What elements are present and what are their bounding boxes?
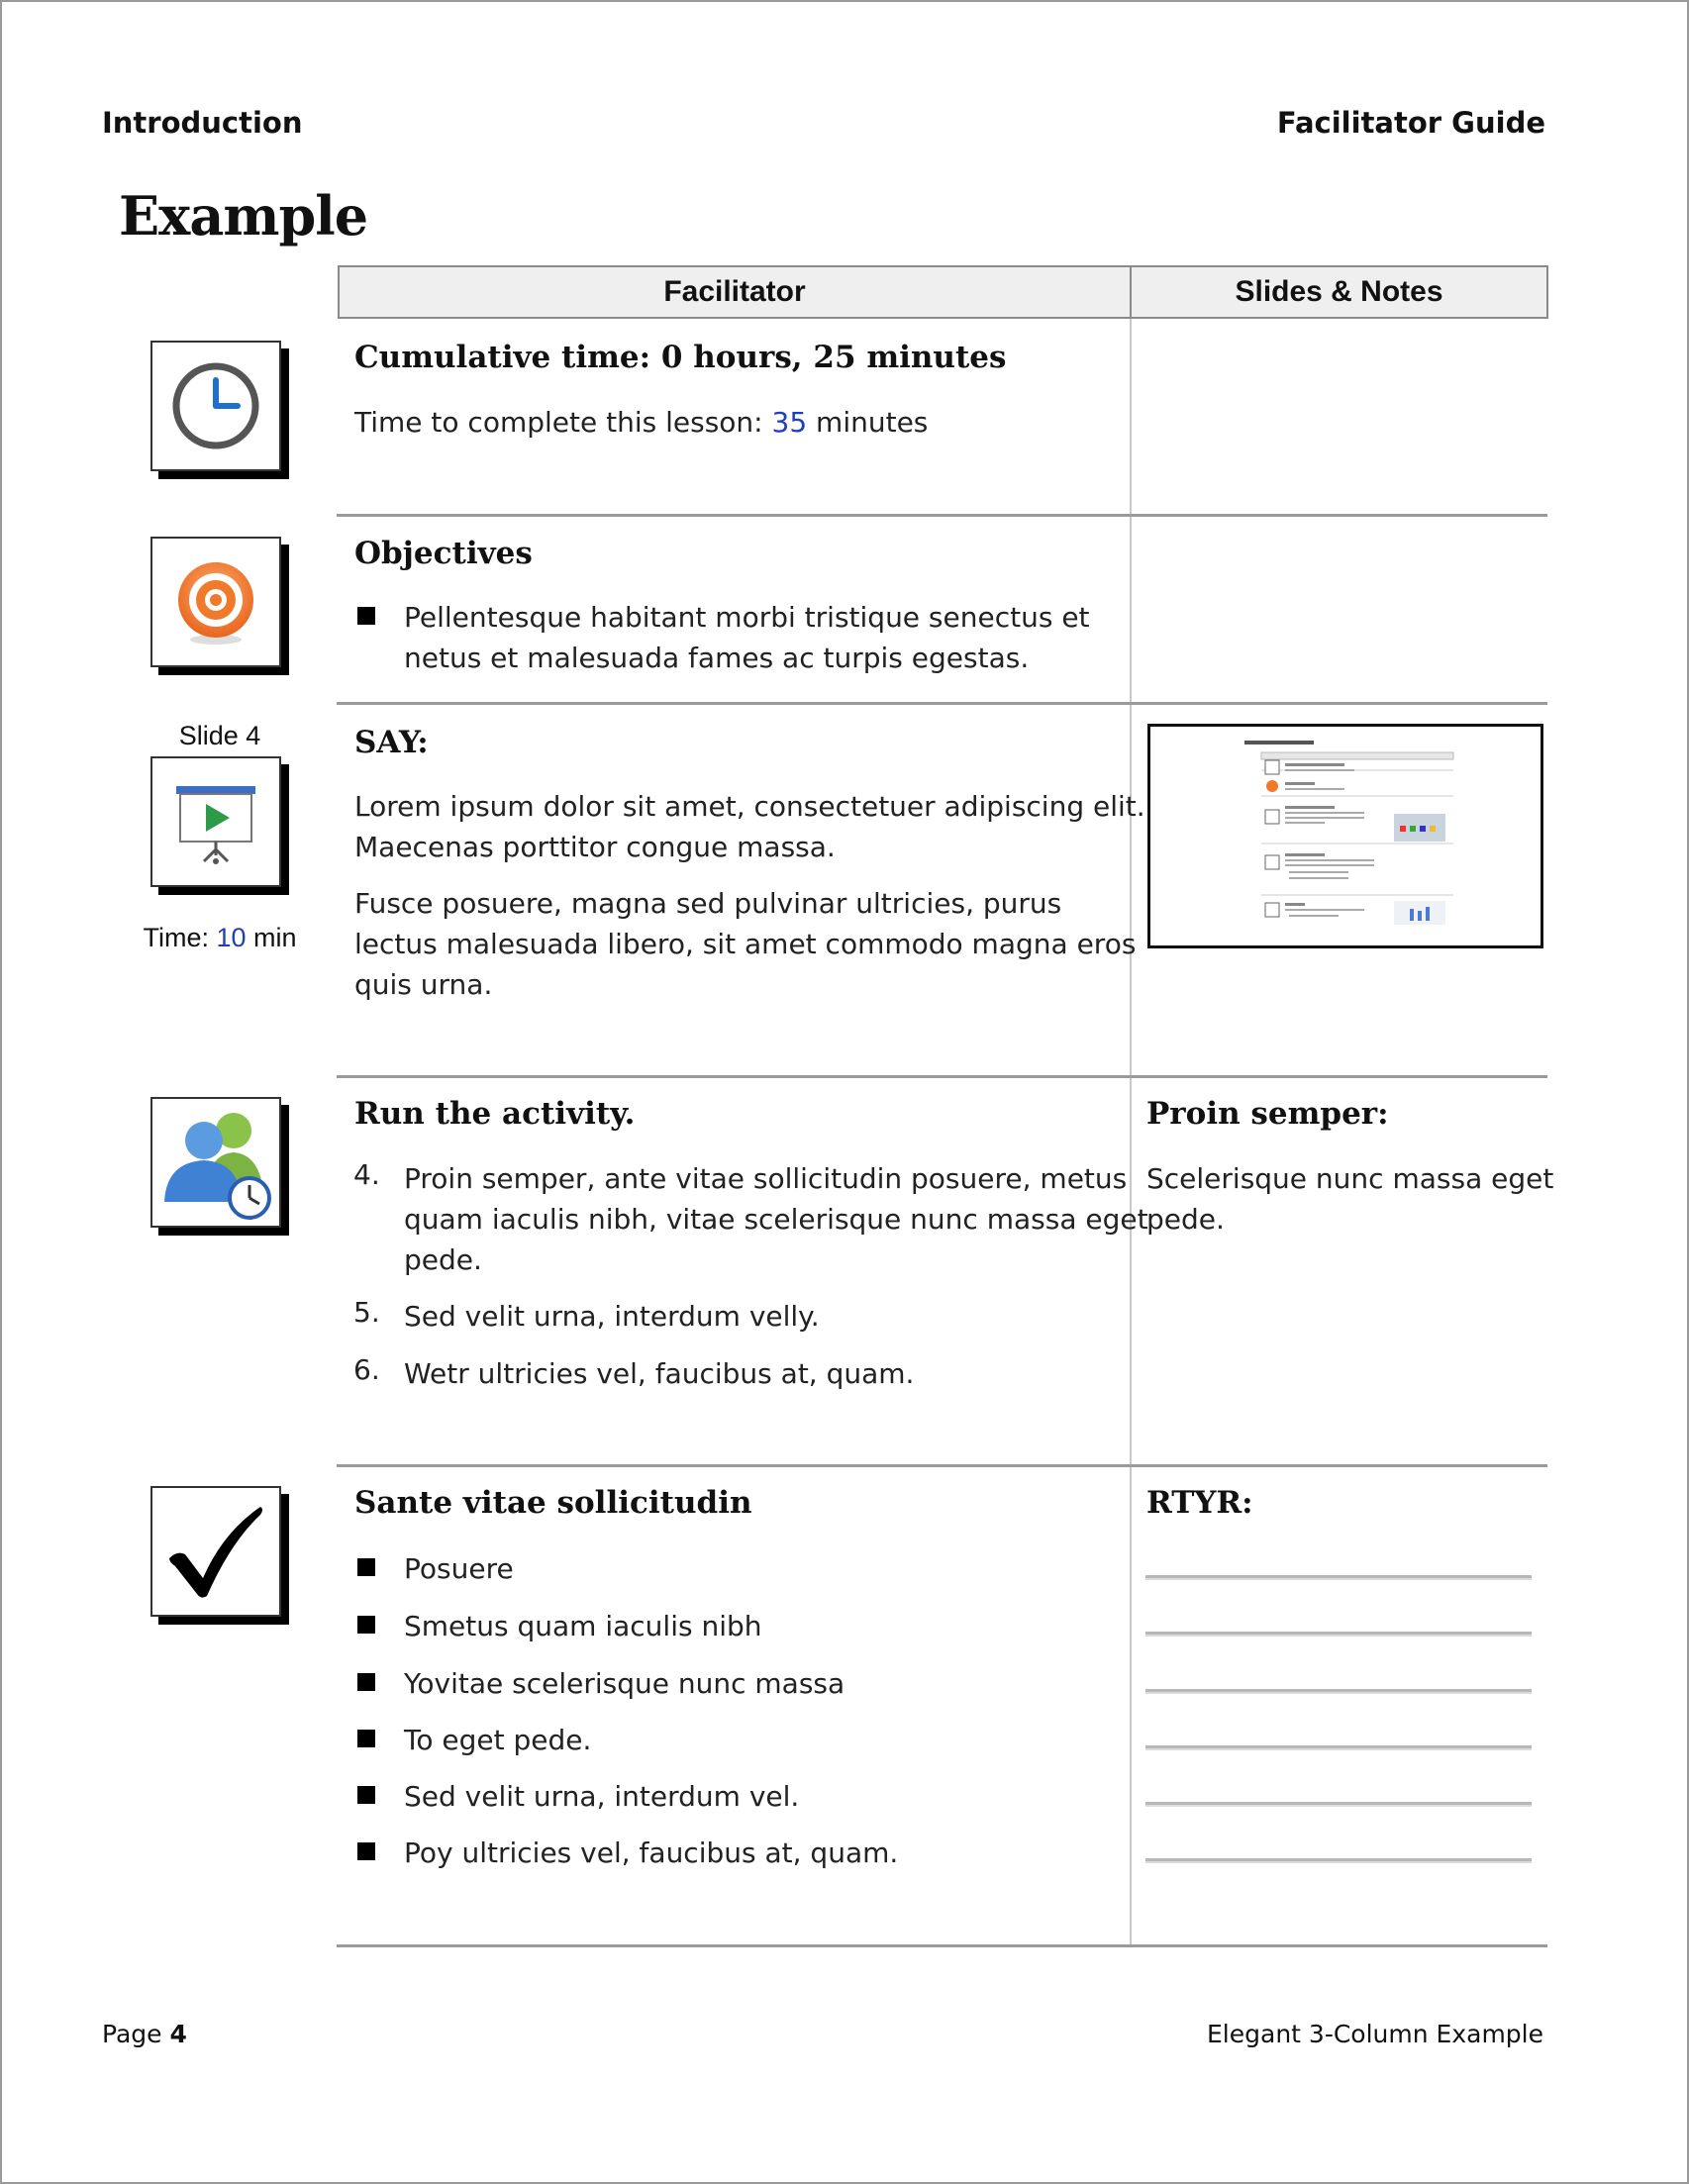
checklist-item: Smetus quam iaculis nibh (404, 1610, 762, 1642)
notes-writing-line[interactable] (1145, 1632, 1532, 1635)
checklist-item: Posuere (404, 1552, 514, 1585)
slide-time-label (121, 923, 319, 953)
bullet-marker (357, 1786, 375, 1804)
checklist-heading: Sante vitae sollicitudin (354, 1485, 752, 1521)
column-header-slides-notes: Slides & Notes (1130, 265, 1548, 319)
row-divider (337, 702, 1547, 705)
presentation-play-icon (150, 756, 281, 887)
notes-heading: Proin semper: (1146, 1096, 1389, 1132)
slide-time-suffix: min (246, 923, 297, 952)
page-number-value: 4 (169, 2020, 187, 2048)
notes-writing-line[interactable] (1145, 1575, 1532, 1578)
say-heading: SAY: (354, 725, 429, 760)
say-line: Lorem ipsum dolor sit amet, consectetuer adipiscing elit. (354, 790, 1145, 823)
say-line: Fusce posuere, magna sed pulvinar ultricies, purus (354, 887, 1062, 920)
say-line: quis urna. (354, 968, 493, 1001)
lesson-time-text (354, 402, 928, 443)
checklist-item: Yovitae scelerisque nunc massa (404, 1667, 845, 1700)
cumulative-time-heading: Cumulative time: 0 hours, 25 minutes (354, 340, 1007, 375)
checklist-item: Poy ultricies vel, faucibus at, quam. (404, 1837, 899, 1869)
slide-time-value: 10 (216, 923, 247, 952)
notes-line: pede. (1146, 1203, 1225, 1236)
header-section-label: Introduction (102, 106, 303, 140)
notes-writing-line[interactable] (1145, 1745, 1532, 1748)
row-divider (337, 1464, 1547, 1467)
rtyr-heading: RTYR: (1146, 1485, 1253, 1521)
activity-item-line: quam iaculis nibh, vitae scelerisque nunc massa eget (404, 1203, 1148, 1236)
notes-writing-line[interactable] (1145, 1858, 1532, 1861)
checklist-item: Sed velit urna, interdum vel. (404, 1780, 800, 1813)
say-line: lectus malesuada libero, sit amet commodo magna eros (354, 928, 1137, 960)
bullet-marker (357, 1842, 375, 1860)
target-icon (150, 537, 281, 667)
page-number-prefix: Page (102, 2020, 170, 2048)
objective-text (404, 597, 1090, 678)
objective-line: Pellentesque habitant morbi tristique senectus et (404, 601, 1090, 634)
slide-number-label: Slide 4 (178, 721, 261, 750)
activity-item (404, 1353, 914, 1394)
bullet-marker (357, 1673, 375, 1691)
objectives-heading: Objectives (354, 536, 533, 571)
column-header-facilitator: Facilitator (338, 265, 1132, 319)
bullet-marker (357, 607, 375, 625)
row-divider (337, 1944, 1547, 1947)
notes-line: Scelerisque nunc massa eget (1146, 1162, 1554, 1195)
list-number: 4. (353, 1158, 380, 1191)
bullet-marker (357, 1616, 375, 1634)
say-paragraph-2 (354, 883, 1136, 1005)
column-divider (1130, 319, 1132, 1947)
notes-writing-line[interactable] (1145, 1802, 1532, 1805)
notes-writing-line[interactable] (1145, 1689, 1532, 1692)
row-divider (337, 1075, 1547, 1078)
list-number: 6. (353, 1353, 380, 1386)
lesson-time-minutes: 35 (771, 406, 808, 439)
slide-time-prefix: Time: (143, 923, 217, 952)
header-guide-label: Facilitator Guide (1276, 106, 1545, 140)
page-title: Example (119, 184, 368, 248)
activity-item-line: Proin semper, ante vitae sollicitudin posuere, metus (404, 1162, 1128, 1195)
activity-item-line: Sed velit urna, interdum velly. (404, 1300, 820, 1333)
bullet-marker (357, 1558, 375, 1576)
activity-item (404, 1296, 820, 1337)
row-divider (337, 514, 1547, 517)
clock-icon (150, 341, 281, 471)
activity-item (404, 1158, 1148, 1280)
footer-document-title: Elegant 3-Column Example (1207, 2020, 1543, 2048)
lesson-time-suffix: minutes (807, 406, 929, 439)
activity-item-line: Wetr ultricies vel, faucibus at, quam. (404, 1357, 915, 1390)
page-number (102, 2020, 187, 2048)
slide-thumbnail[interactable] (1147, 724, 1543, 948)
activity-item-line: pede. (404, 1243, 482, 1276)
checklist-item: To eget pede. (404, 1724, 592, 1756)
users-clock-icon (150, 1097, 281, 1228)
lesson-time-prefix: Time to complete this lesson: (354, 406, 772, 439)
bullet-marker (357, 1730, 375, 1747)
say-line: Maecenas porttitor congue massa. (354, 831, 836, 863)
activity-heading: Run the activity. (354, 1096, 636, 1132)
say-paragraph-1 (354, 786, 1145, 867)
notes-text (1146, 1158, 1553, 1240)
checkmark-icon (150, 1486, 281, 1617)
objective-line: netus et malesuada fames ac turpis egestas. (404, 642, 1030, 674)
list-number: 5. (353, 1296, 380, 1329)
